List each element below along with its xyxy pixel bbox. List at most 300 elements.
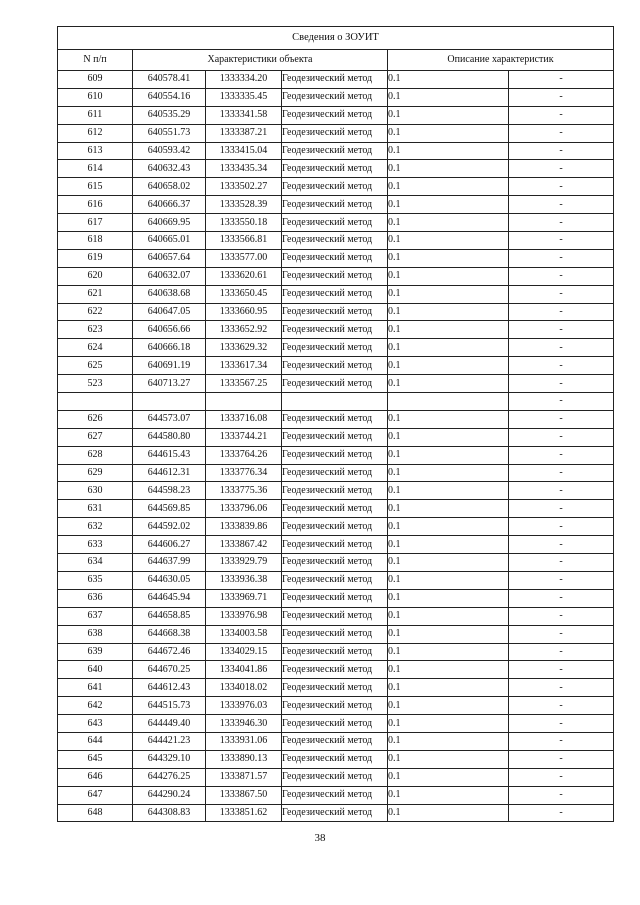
cell-accuracy: 0.1	[388, 750, 509, 768]
cell-y: 1333334.20	[206, 71, 282, 89]
cell-method: Геодезический метод	[282, 715, 388, 733]
table-row	[58, 106, 614, 124]
table-row	[58, 786, 614, 804]
cell-point-number: 645	[58, 750, 133, 768]
cell-point-number	[58, 393, 133, 411]
cell-point-number: 638	[58, 625, 133, 643]
cell-description: -	[509, 482, 614, 500]
cell-y: 1333931.06	[206, 732, 282, 750]
cell-description: -	[509, 249, 614, 267]
cell-point-number: 637	[58, 607, 133, 625]
cell-description: -	[509, 357, 614, 375]
cell-method: Геодезический метод	[282, 71, 388, 89]
cell-accuracy: 0.1	[388, 571, 509, 589]
cell-accuracy: 0.1	[388, 267, 509, 285]
table-row	[58, 357, 614, 375]
cell-method: Геодезический метод	[282, 732, 388, 750]
cell-method: Геодезический метод	[282, 285, 388, 303]
cell-x: 644615.43	[133, 446, 206, 464]
cell-y: 1333335.45	[206, 88, 282, 106]
cell-point-number: 627	[58, 428, 133, 446]
cell-accuracy: 0.1	[388, 249, 509, 267]
cell-description: -	[509, 732, 614, 750]
cell-accuracy: 0.1	[388, 554, 509, 572]
cell-method: Геодезический метод	[282, 106, 388, 124]
cell-method: Геодезический метод	[282, 804, 388, 822]
table-row	[58, 124, 614, 142]
cell-y: 1333566.81	[206, 232, 282, 250]
cell-x: 644569.85	[133, 500, 206, 518]
cell-point-number: 641	[58, 679, 133, 697]
header-n: N п/п	[58, 50, 133, 71]
cell-y: 1333775.36	[206, 482, 282, 500]
cell-point-number: 643	[58, 715, 133, 733]
cell-y: 1333839.86	[206, 518, 282, 536]
cell-accuracy: 0.1	[388, 589, 509, 607]
cell-x: 644573.07	[133, 410, 206, 428]
cell-method: Геодезический метод	[282, 142, 388, 160]
cell-point-number: 635	[58, 571, 133, 589]
cell-x: 644276.25	[133, 768, 206, 786]
cell-point-number: 633	[58, 536, 133, 554]
cell-x: 644449.40	[133, 715, 206, 733]
cell-y: 1333764.26	[206, 446, 282, 464]
header-description: Описание характеристик	[388, 50, 614, 71]
cell-x: 640658.02	[133, 178, 206, 196]
cell-method: Геодезический метод	[282, 768, 388, 786]
cell-method: Геодезический метод	[282, 786, 388, 804]
cell-description: -	[509, 428, 614, 446]
cell-x: 644668.38	[133, 625, 206, 643]
table-row	[58, 446, 614, 464]
cell-method: Геодезический метод	[282, 571, 388, 589]
cell-method: Геодезический метод	[282, 375, 388, 393]
cell-y: 1333851.62	[206, 804, 282, 822]
table-row	[58, 267, 614, 285]
table-row	[58, 732, 614, 750]
cell-method: Геодезический метод	[282, 124, 388, 142]
table-row	[58, 196, 614, 214]
cell-accuracy: 0.1	[388, 679, 509, 697]
cell-x: 640638.68	[133, 285, 206, 303]
cell-method: Геодезический метод	[282, 661, 388, 679]
cell-x: 644637.99	[133, 554, 206, 572]
cell-y: 1333435.34	[206, 160, 282, 178]
table-row	[58, 607, 614, 625]
cell-description: -	[509, 804, 614, 822]
cell-method: Геодезический метод	[282, 178, 388, 196]
cell-description: -	[509, 554, 614, 572]
cell-x: 644598.23	[133, 482, 206, 500]
cell-accuracy: 0.1	[388, 536, 509, 554]
cell-x: 644592.02	[133, 518, 206, 536]
cell-x: 644290.24	[133, 786, 206, 804]
cell-point-number: 626	[58, 410, 133, 428]
cell-point-number: 630	[58, 482, 133, 500]
cell-point-number: 609	[58, 71, 133, 89]
cell-y: 1333617.34	[206, 357, 282, 375]
cell-point-number: 615	[58, 178, 133, 196]
cell-y: 1333652.92	[206, 321, 282, 339]
cell-point-number: 647	[58, 786, 133, 804]
cell-description: -	[509, 786, 614, 804]
cell-method: Геодезический метод	[282, 750, 388, 768]
cell-y: 1333936.38	[206, 571, 282, 589]
cell-y: 1333776.34	[206, 464, 282, 482]
cell-description: -	[509, 124, 614, 142]
cell-y: 1333871.57	[206, 768, 282, 786]
table-row	[58, 589, 614, 607]
cell-accuracy: 0.1	[388, 357, 509, 375]
cell-y: 1333629.32	[206, 339, 282, 357]
cell-method: Геодезический метод	[282, 554, 388, 572]
cell-description: -	[509, 410, 614, 428]
cell-x: 644645.94	[133, 589, 206, 607]
table-row	[58, 339, 614, 357]
table-row	[58, 554, 614, 572]
cell-description: -	[509, 142, 614, 160]
cell-accuracy: 0.1	[388, 196, 509, 214]
cell-accuracy: 0.1	[388, 786, 509, 804]
table-title: Сведения о ЗОУИТ	[58, 27, 614, 50]
cell-method: Геодезический метод	[282, 643, 388, 661]
cell-method: Геодезический метод	[282, 464, 388, 482]
cell-description: -	[509, 393, 614, 411]
cell-accuracy: 0.1	[388, 285, 509, 303]
cell-x: 640578.41	[133, 71, 206, 89]
cell-method: Геодезический метод	[282, 88, 388, 106]
cell-accuracy: 0.1	[388, 428, 509, 446]
cell-accuracy: 0.1	[388, 375, 509, 393]
cell-accuracy: 0.1	[388, 643, 509, 661]
table-row	[58, 750, 614, 768]
cell-y: 1334029.15	[206, 643, 282, 661]
cell-x: 644612.43	[133, 679, 206, 697]
cell-description: -	[509, 679, 614, 697]
table-header-row	[58, 50, 614, 71]
cell-description: -	[509, 607, 614, 625]
table-row	[58, 178, 614, 196]
cell-accuracy: 0.1	[388, 339, 509, 357]
cell-point-number: 640	[58, 661, 133, 679]
cell-point-number: 611	[58, 106, 133, 124]
cell-accuracy: 0.1	[388, 88, 509, 106]
cell-x: 640632.07	[133, 267, 206, 285]
cell-description: -	[509, 214, 614, 232]
cell-method: Геодезический метод	[282, 589, 388, 607]
cell-point-number: 631	[58, 500, 133, 518]
cell-y: 1333867.50	[206, 786, 282, 804]
table-row	[58, 804, 614, 822]
cell-y: 1333744.21	[206, 428, 282, 446]
cell-accuracy: 0.1	[388, 178, 509, 196]
cell-description: -	[509, 750, 614, 768]
cell-method: Геодезический метод	[282, 160, 388, 178]
table-row	[58, 249, 614, 267]
table-row	[58, 410, 614, 428]
cell-y: 1334003.58	[206, 625, 282, 643]
cell-description: -	[509, 715, 614, 733]
cell-description: -	[509, 321, 614, 339]
cell-x: 644308.83	[133, 804, 206, 822]
cell-y: 1334018.02	[206, 679, 282, 697]
cell-x: 644580.80	[133, 428, 206, 446]
cell-description: -	[509, 303, 614, 321]
table-row	[58, 321, 614, 339]
cell-x: 644612.31	[133, 464, 206, 482]
cell-description: -	[509, 232, 614, 250]
cell-point-number: 632	[58, 518, 133, 536]
cell-point-number: 617	[58, 214, 133, 232]
cell-accuracy: 0.1	[388, 142, 509, 160]
cell-x: 640669.95	[133, 214, 206, 232]
cell-accuracy: 0.1	[388, 768, 509, 786]
cell-point-number: 628	[58, 446, 133, 464]
cell-x: 644606.27	[133, 536, 206, 554]
cell-accuracy: 0.1	[388, 214, 509, 232]
cell-y: 1333550.18	[206, 214, 282, 232]
cell-accuracy: 0.1	[388, 804, 509, 822]
cell-description: -	[509, 160, 614, 178]
table-row	[58, 643, 614, 661]
cell-accuracy: 0.1	[388, 697, 509, 715]
cell-x: 640535.29	[133, 106, 206, 124]
cell-point-number: 610	[58, 88, 133, 106]
cell-accuracy: 0.1	[388, 482, 509, 500]
cell-method: Геодезический метод	[282, 232, 388, 250]
cell-y: 1333387.21	[206, 124, 282, 142]
cell-description: -	[509, 464, 614, 482]
table-row	[58, 142, 614, 160]
cell-description: -	[509, 625, 614, 643]
cell-point-number: 612	[58, 124, 133, 142]
cell-y: 1333567.25	[206, 375, 282, 393]
cell-point-number: 623	[58, 321, 133, 339]
cell-description: -	[509, 589, 614, 607]
cell-description: -	[509, 71, 614, 89]
cell-method: Геодезический метод	[282, 500, 388, 518]
cell-y: 1333969.71	[206, 589, 282, 607]
table-row	[58, 679, 614, 697]
cell-point-number: 644	[58, 732, 133, 750]
cell-x: 640713.27	[133, 375, 206, 393]
cell-x: 640632.43	[133, 160, 206, 178]
page-number: 38	[314, 832, 326, 844]
table-row	[58, 88, 614, 106]
cell-point-number: 629	[58, 464, 133, 482]
cell-method: Геодезический метод	[282, 321, 388, 339]
cell-description: -	[509, 643, 614, 661]
cell-point-number: 622	[58, 303, 133, 321]
cell-method: Геодезический метод	[282, 196, 388, 214]
cell-y: 1333976.98	[206, 607, 282, 625]
table-row	[58, 71, 614, 89]
cell-method	[282, 393, 388, 411]
cell-accuracy: 0.1	[388, 232, 509, 250]
cell-method: Геодезический метод	[282, 249, 388, 267]
cell-x: 644630.05	[133, 571, 206, 589]
cell-y: 1333620.61	[206, 267, 282, 285]
cell-point-number: 613	[58, 142, 133, 160]
cell-y: 1333577.00	[206, 249, 282, 267]
cell-description: -	[509, 375, 614, 393]
table-row	[58, 232, 614, 250]
cell-x: 640647.05	[133, 303, 206, 321]
table-row	[58, 482, 614, 500]
cell-y: 1333650.45	[206, 285, 282, 303]
table-row	[58, 661, 614, 679]
cell-y: 1334041.86	[206, 661, 282, 679]
cell-x: 640554.16	[133, 88, 206, 106]
cell-accuracy: 0.1	[388, 124, 509, 142]
cell-accuracy: 0.1	[388, 464, 509, 482]
cell-x: 644672.46	[133, 643, 206, 661]
table-row	[58, 285, 614, 303]
table-row	[58, 625, 614, 643]
cell-accuracy: 0.1	[388, 625, 509, 643]
cell-method: Геодезический метод	[282, 518, 388, 536]
cell-description: -	[509, 518, 614, 536]
cell-accuracy: 0.1	[388, 71, 509, 89]
cell-accuracy: 0.1	[388, 106, 509, 124]
cell-accuracy: 0.1	[388, 518, 509, 536]
cell-method: Геодезический метод	[282, 625, 388, 643]
cell-y: 1333796.06	[206, 500, 282, 518]
table-row	[58, 303, 614, 321]
cell-point-number: 618	[58, 232, 133, 250]
cell-accuracy: 0.1	[388, 321, 509, 339]
cell-y	[206, 393, 282, 411]
cell-x: 644421.23	[133, 732, 206, 750]
cell-x: 640656.66	[133, 321, 206, 339]
cell-accuracy: 0.1	[388, 500, 509, 518]
cell-method: Геодезический метод	[282, 446, 388, 464]
cell-description: -	[509, 339, 614, 357]
cell-accuracy: 0.1	[388, 446, 509, 464]
cell-description: -	[509, 178, 614, 196]
cell-method: Геодезический метод	[282, 357, 388, 375]
cell-x	[133, 393, 206, 411]
cell-method: Геодезический метод	[282, 214, 388, 232]
cell-accuracy: 0.1	[388, 607, 509, 625]
cell-description: -	[509, 267, 614, 285]
cell-point-number: 625	[58, 357, 133, 375]
cell-accuracy: 0.1	[388, 160, 509, 178]
table-row	[58, 571, 614, 589]
cell-description: -	[509, 88, 614, 106]
cell-x: 644515.73	[133, 697, 206, 715]
table-row	[58, 375, 614, 393]
cell-x: 640665.01	[133, 232, 206, 250]
cell-x: 644670.25	[133, 661, 206, 679]
cell-y: 1333341.58	[206, 106, 282, 124]
cell-accuracy: 0.1	[388, 661, 509, 679]
table-row	[58, 464, 614, 482]
table-row	[58, 214, 614, 232]
cell-accuracy: 0.1	[388, 732, 509, 750]
cell-method: Геодезический метод	[282, 607, 388, 625]
table-row	[58, 393, 614, 411]
header-characteristics: Характеристики объекта	[133, 50, 388, 71]
table-row	[58, 500, 614, 518]
table-body	[58, 27, 614, 822]
cell-point-number: 636	[58, 589, 133, 607]
cell-y: 1333502.27	[206, 178, 282, 196]
cell-point-number: 648	[58, 804, 133, 822]
cell-accuracy: 0.1	[388, 715, 509, 733]
cell-description: -	[509, 571, 614, 589]
cell-description: -	[509, 196, 614, 214]
cell-point-number: 614	[58, 160, 133, 178]
table-row	[58, 768, 614, 786]
table-row	[58, 518, 614, 536]
cell-y: 1333660.95	[206, 303, 282, 321]
cell-x: 640691.19	[133, 357, 206, 375]
cell-y: 1333867.42	[206, 536, 282, 554]
cell-method: Геодезический метод	[282, 410, 388, 428]
cell-point-number: 619	[58, 249, 133, 267]
cell-description: -	[509, 106, 614, 124]
cell-x: 644329.10	[133, 750, 206, 768]
cell-point-number: 624	[58, 339, 133, 357]
cell-y: 1333890.13	[206, 750, 282, 768]
cell-point-number: 523	[58, 375, 133, 393]
cell-y: 1333946.30	[206, 715, 282, 733]
cell-method: Геодезический метод	[282, 536, 388, 554]
cell-x: 644658.85	[133, 607, 206, 625]
cell-description: -	[509, 768, 614, 786]
table-title-row	[58, 27, 614, 50]
table-row	[58, 715, 614, 733]
table-row	[58, 428, 614, 446]
cell-y: 1333716.08	[206, 410, 282, 428]
table-row	[58, 697, 614, 715]
cell-method: Геодезический метод	[282, 679, 388, 697]
cell-point-number: 646	[58, 768, 133, 786]
cell-point-number: 616	[58, 196, 133, 214]
cell-method: Геодезический метод	[282, 482, 388, 500]
zouit-table	[57, 26, 614, 822]
cell-point-number: 634	[58, 554, 133, 572]
cell-y: 1333528.39	[206, 196, 282, 214]
cell-y: 1333929.79	[206, 554, 282, 572]
table-row	[58, 536, 614, 554]
cell-y: 1333976.03	[206, 697, 282, 715]
cell-method: Геодезический метод	[282, 428, 388, 446]
cell-accuracy: 0.1	[388, 410, 509, 428]
cell-description: -	[509, 500, 614, 518]
cell-description: -	[509, 285, 614, 303]
cell-point-number: 620	[58, 267, 133, 285]
table-row	[58, 160, 614, 178]
cell-point-number: 621	[58, 285, 133, 303]
cell-accuracy: 0.1	[388, 303, 509, 321]
cell-method: Геодезический метод	[282, 697, 388, 715]
cell-accuracy	[388, 393, 509, 411]
cell-point-number: 642	[58, 697, 133, 715]
cell-method: Геодезический метод	[282, 339, 388, 357]
cell-method: Геодезический метод	[282, 267, 388, 285]
cell-x: 640666.18	[133, 339, 206, 357]
cell-x: 640666.37	[133, 196, 206, 214]
cell-y: 1333415.04	[206, 142, 282, 160]
cell-description: -	[509, 446, 614, 464]
cell-method: Геодезический метод	[282, 303, 388, 321]
cell-point-number: 639	[58, 643, 133, 661]
cell-description: -	[509, 661, 614, 679]
cell-x: 640551.73	[133, 124, 206, 142]
cell-description: -	[509, 697, 614, 715]
